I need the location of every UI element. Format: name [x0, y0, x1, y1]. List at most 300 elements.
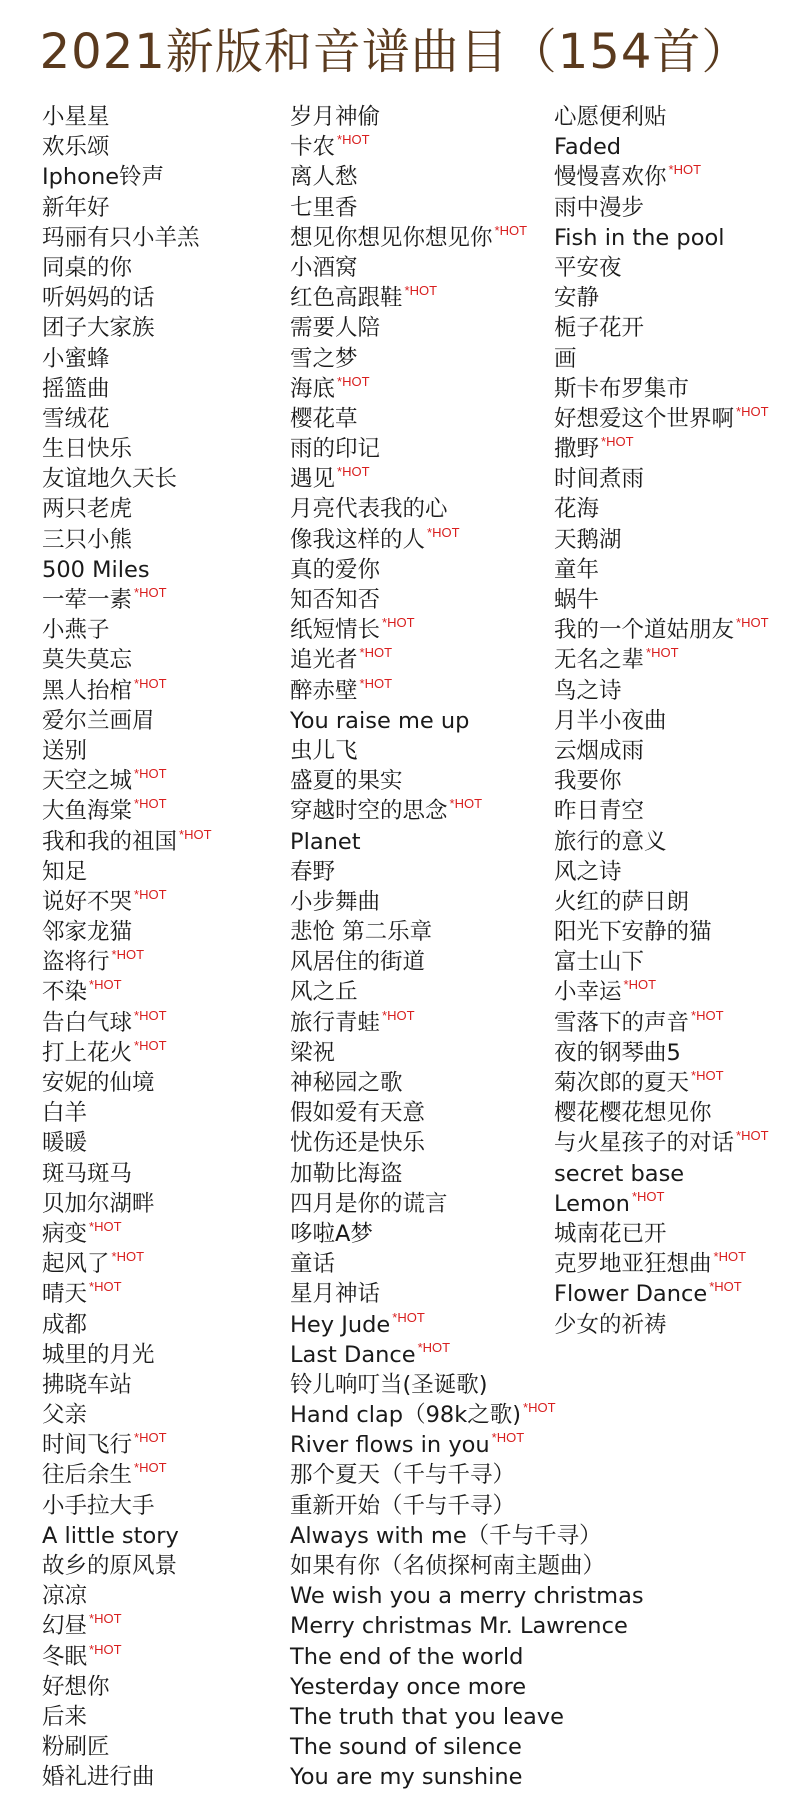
song-title: Hey Jude [290, 1311, 391, 1338]
hot-badge: *HOT [691, 1007, 724, 1023]
song-title: Last Dance [290, 1341, 416, 1368]
hot-badge: *HOT [382, 615, 415, 631]
song-title: 知足 [42, 858, 88, 885]
song-title: secret base [554, 1160, 685, 1187]
song-item [554, 676, 769, 706]
song-item [290, 1521, 644, 1551]
song-item [554, 132, 769, 162]
song-item [290, 1732, 644, 1762]
song-title: 四月是你的谎言 [290, 1190, 448, 1217]
song-title: 粉刷匠 [42, 1734, 110, 1761]
song-item [42, 1008, 212, 1038]
song-item [42, 615, 212, 645]
song-title: 城南花已开 [554, 1220, 667, 1247]
song-title: 说好不哭 [42, 888, 133, 915]
song-title: 卡农 [290, 134, 336, 161]
song-item [290, 1460, 644, 1490]
song-title: 真的爱你 [290, 556, 381, 583]
song-title: Planet [290, 828, 361, 855]
page-title: 2021新版和音谱曲目（154首） [39, 24, 751, 80]
song-title: 白羊 [42, 1100, 88, 1127]
song-title: 听妈妈的话 [42, 285, 155, 312]
song-title: 那个夏天（千与千寻） [290, 1462, 516, 1489]
song-item [42, 1159, 212, 1189]
song-item [554, 253, 769, 283]
song-item [42, 1098, 212, 1128]
song-item [42, 645, 212, 675]
song-title: 菊次郎的夏天 [554, 1070, 690, 1096]
song-title: 哆啦A梦 [290, 1220, 373, 1247]
song-item [42, 132, 212, 162]
song-item [42, 1249, 212, 1279]
song-item [554, 585, 769, 615]
song-title: 雪绒花 [42, 405, 110, 432]
song-title: 小酒窝 [290, 254, 358, 281]
hot-badge: *HOT [668, 162, 702, 178]
song-item [554, 887, 769, 917]
song-title: 好想爱这个世界啊 [554, 405, 735, 432]
song-item [554, 404, 769, 434]
song-title: 我的一个道姑朋友 [554, 617, 735, 644]
song-item [42, 1702, 212, 1732]
song-title: 离人愁 [290, 164, 358, 191]
song-title: 冬眠 [42, 1643, 88, 1670]
song-title: 岁月神偷 [290, 104, 381, 130]
song-title: Lemon [554, 1190, 630, 1217]
song-item [42, 1762, 212, 1792]
song-item [42, 494, 212, 524]
hot-badge: *HOT [523, 1400, 556, 1416]
song-title: 悲怆 第二乐章 [290, 919, 433, 946]
song-title: 铃儿响叮当(圣诞歌) [290, 1371, 488, 1398]
song-item [42, 1279, 212, 1309]
song-item [554, 796, 769, 826]
song-title: 与火星孩子的对话 [554, 1130, 735, 1157]
hot-badge: *HOT [134, 886, 167, 902]
song-title: 鸟之诗 [554, 677, 622, 704]
song-title: 拂晓车站 [42, 1371, 133, 1398]
song-title: 樱花草 [290, 405, 358, 432]
song-title: 婚礼进行曲 [42, 1764, 155, 1791]
song-title: 云烟成雨 [554, 737, 645, 764]
song-item [554, 283, 769, 313]
song-item [554, 1038, 769, 1068]
song-title: 两只老虎 [42, 496, 133, 523]
song-title: 春野 [290, 858, 336, 885]
song-title: 樱花樱花想见你 [554, 1100, 712, 1127]
song-title: 盛夏的果实 [290, 768, 403, 795]
hot-badge: *HOT [134, 585, 167, 600]
song-item [42, 766, 212, 796]
song-title: 摇篮曲 [42, 375, 110, 402]
hot-badge: *HOT [134, 1037, 167, 1053]
song-title: Merry christmas Mr. Lawrence [290, 1613, 628, 1640]
song-title: 慢慢喜欢你 [554, 164, 667, 191]
song-title: 我要你 [554, 768, 622, 795]
song-item [42, 827, 212, 857]
song-item [554, 947, 769, 977]
hot-badge: *HOT [691, 1068, 724, 1083]
song-title: 起风了 [42, 1251, 110, 1278]
song-title: 雪落下的声音 [554, 1009, 690, 1036]
song-title: 同桌的你 [42, 254, 133, 281]
song-title: 后来 [42, 1703, 88, 1730]
song-item [554, 1310, 769, 1340]
song-title: 三只小熊 [42, 526, 133, 553]
hot-badge: *HOT [111, 1249, 145, 1265]
song-item [554, 525, 769, 555]
hot-badge: *HOT [404, 283, 438, 299]
song-item [42, 796, 212, 826]
hot-badge: *HOT [713, 1249, 747, 1265]
song-title: 团子大家族 [42, 315, 155, 342]
song-title: We wish you a merry christmas [290, 1583, 644, 1610]
song-item [42, 676, 212, 706]
hot-badge: *HOT [417, 1339, 451, 1355]
hot-badge: *HOT [89, 1218, 122, 1234]
song-item [554, 766, 769, 796]
song-title: 往后余生 [42, 1462, 133, 1489]
song-title: 黑人抬棺 [42, 677, 133, 704]
song-title: 加勒比海盗 [290, 1160, 403, 1187]
song-item [42, 555, 212, 585]
song-title: 栀子花开 [554, 315, 645, 342]
song-title: 星月神话 [290, 1281, 381, 1308]
hot-badge: *HOT [392, 1309, 425, 1325]
song-item [42, 1038, 212, 1068]
song-item [290, 1762, 644, 1792]
song-title: 撒野 [554, 436, 600, 463]
song-title: 雨的印记 [290, 436, 381, 463]
hot-badge: *HOT [134, 1007, 167, 1023]
song-item [554, 1219, 769, 1249]
hot-badge: *HOT [134, 1430, 167, 1446]
hot-badge: *HOT [736, 403, 769, 419]
song-title: 神秘园之歌 [290, 1070, 403, 1096]
song-item [42, 1460, 212, 1490]
song-title: 病变 [42, 1220, 88, 1247]
song-title: 红色高跟鞋 [290, 285, 403, 312]
song-title: 幻昼 [42, 1613, 88, 1640]
hot-badge: *HOT [736, 1128, 769, 1144]
song-title: 小步舞曲 [290, 888, 381, 915]
song-title: 小燕子 [42, 617, 110, 644]
hot-badge: *HOT [736, 615, 769, 631]
song-title: 追光者 [290, 647, 358, 674]
hot-badge: *HOT [89, 1641, 122, 1657]
song-title: 无名之辈 [554, 647, 645, 674]
song-item [554, 555, 769, 585]
song-title: Iphone铃声 [42, 164, 165, 191]
song-title: 安静 [554, 285, 600, 312]
song-title: 一荤一素 [42, 587, 133, 613]
song-title: 富士山下 [554, 949, 645, 976]
song-item [42, 1611, 212, 1641]
song-item [554, 1249, 769, 1279]
song-title: 平安夜 [554, 254, 622, 281]
song-title: 忧伤还是快乐 [290, 1130, 426, 1157]
song-item [554, 1128, 769, 1158]
hot-badge: *HOT [623, 977, 657, 993]
song-title: 斑马斑马 [42, 1160, 133, 1187]
song-title: 时间飞行 [42, 1432, 133, 1459]
song-item [554, 615, 769, 645]
song-item [554, 193, 769, 223]
song-title: 穿越时空的思念 [290, 798, 448, 825]
hot-badge: *HOT [111, 947, 145, 963]
song-title: 新年好 [42, 194, 110, 221]
song-title: 风之诗 [554, 858, 622, 885]
song-title: 天鹅湖 [554, 526, 622, 553]
song-item [42, 977, 212, 1007]
song-title: 旅行青蛙 [290, 1009, 381, 1036]
song-title: 知否知否 [290, 587, 381, 613]
song-item [554, 494, 769, 524]
song-item [554, 1159, 769, 1189]
song-item [290, 1491, 644, 1521]
song-title: 告白气球 [42, 1009, 133, 1036]
song-title: 想见你想见你想见你 [290, 224, 493, 251]
song-item [554, 162, 769, 192]
song-title: Faded [554, 134, 622, 161]
hot-badge: *HOT [359, 645, 393, 661]
hot-badge: *HOT [631, 1188, 665, 1204]
song-title: 纸短情长 [290, 617, 381, 644]
hot-badge: *HOT [601, 434, 634, 450]
song-title: 500 Miles [42, 556, 150, 583]
song-item [42, 525, 212, 555]
song-item [42, 313, 212, 343]
song-item [290, 1400, 644, 1430]
song-title: 打上花火 [42, 1039, 133, 1066]
song-item [554, 434, 769, 464]
song-title: 我和我的祖国 [42, 828, 178, 855]
hot-badge: *HOT [134, 1460, 167, 1476]
song-item [42, 434, 212, 464]
song-title: 梁祝 [290, 1039, 336, 1066]
song-title: 友谊地久天长 [42, 466, 178, 493]
song-item [42, 102, 212, 132]
song-item [42, 706, 212, 736]
song-title: 虫儿飞 [290, 737, 358, 764]
song-title: 小手拉大手 [42, 1492, 155, 1519]
song-title: Hand clap（98k之歌) [290, 1402, 522, 1429]
song-title: You raise me up [290, 707, 470, 734]
song-title: 玛丽有只小羊羔 [42, 224, 200, 251]
hot-badge: *HOT [337, 132, 370, 148]
hot-badge: *HOT [494, 222, 528, 238]
song-title: 暖暖 [42, 1130, 88, 1157]
song-item [554, 344, 769, 374]
hot-badge: *HOT [709, 1279, 742, 1295]
song-item [290, 1672, 644, 1702]
hot-badge: *HOT [359, 675, 393, 691]
song-item [42, 464, 212, 494]
song-item [554, 1098, 769, 1128]
song-item [42, 1068, 212, 1098]
song-title: 盗将行 [42, 949, 110, 976]
song-item [42, 1310, 212, 1340]
song-item [290, 1340, 644, 1370]
hot-badge: *HOT [337, 464, 370, 480]
song-item [42, 1581, 212, 1611]
song-item [290, 1551, 644, 1581]
song-title: The truth that you leave [290, 1703, 564, 1730]
song-title: 贝加尔湖畔 [42, 1190, 155, 1217]
song-title: 昨日青空 [554, 798, 645, 825]
song-title: The sound of silence [290, 1734, 522, 1761]
song-title: 送别 [42, 737, 88, 764]
song-title: 天空之城 [42, 768, 133, 795]
song-item [42, 887, 212, 917]
song-title: 安妮的仙境 [42, 1070, 155, 1096]
song-item [554, 374, 769, 404]
song-title: 需要人陪 [290, 315, 381, 342]
song-item [42, 947, 212, 977]
song-title: 画 [554, 345, 577, 372]
song-item [42, 1128, 212, 1158]
song-title: 邻家龙猫 [42, 919, 133, 946]
song-title: 凉凉 [42, 1583, 88, 1610]
song-item [42, 585, 212, 615]
song-item [42, 917, 212, 947]
song-title: 小星星 [42, 104, 110, 130]
song-item [554, 1279, 769, 1309]
song-title: 晴天 [42, 1281, 88, 1308]
song-title: 风之丘 [290, 979, 358, 1006]
song-title: 时间煮雨 [554, 466, 645, 493]
song-item [42, 1491, 212, 1521]
song-title: Always with me（千与千寻） [290, 1522, 602, 1549]
song-title: 大鱼海棠 [42, 798, 133, 825]
song-title: Flower Dance [554, 1281, 708, 1308]
song-item [554, 102, 769, 132]
song-title: Fish in the pool [554, 224, 725, 251]
hot-badge: *HOT [427, 524, 460, 540]
song-title: 海底 [290, 375, 336, 402]
song-item [554, 827, 769, 857]
song-title: 月亮代表我的心 [290, 496, 448, 523]
song-title: 重新开始（千与千寻） [290, 1492, 516, 1519]
song-column-3 [554, 102, 769, 1340]
song-item [554, 857, 769, 887]
song-title: 莫失莫忘 [42, 647, 133, 674]
hot-badge: *HOT [89, 1611, 122, 1627]
song-item [554, 736, 769, 766]
song-title: A little story [42, 1522, 179, 1549]
song-title: 生日快乐 [42, 436, 133, 463]
song-item [42, 344, 212, 374]
song-item [42, 162, 212, 192]
song-item [42, 283, 212, 313]
song-item [290, 1702, 644, 1732]
song-item [42, 1521, 212, 1551]
song-item [554, 917, 769, 947]
song-title: River flows in you [290, 1432, 490, 1459]
hot-badge: *HOT [89, 977, 122, 993]
song-item [554, 1189, 769, 1219]
song-title: 少女的祈祷 [554, 1311, 667, 1338]
song-item [554, 977, 769, 1007]
song-title: 欢乐颂 [42, 134, 110, 161]
hot-badge: *HOT [134, 766, 167, 782]
song-title: 不染 [42, 979, 88, 1006]
song-title: 童年 [554, 556, 600, 583]
song-item [42, 1219, 212, 1249]
hot-badge: *HOT [179, 826, 212, 842]
song-item [42, 253, 212, 283]
song-title: 夜的钢琴曲5 [554, 1039, 681, 1066]
song-item [554, 464, 769, 494]
hot-badge: *HOT [491, 1430, 525, 1446]
song-title: 雪之梦 [290, 345, 358, 372]
song-title: 成都 [42, 1311, 88, 1338]
song-item [554, 1008, 769, 1038]
song-item [42, 857, 212, 887]
song-title: 遇见 [290, 466, 336, 493]
song-title: 如果有你（名侦探柯南主题曲） [290, 1553, 606, 1579]
hot-badge: *HOT [646, 645, 679, 661]
song-item [42, 736, 212, 766]
song-item [554, 223, 769, 253]
song-item [42, 374, 212, 404]
song-item [42, 223, 212, 253]
song-item [42, 1189, 212, 1219]
song-item [42, 1672, 212, 1702]
song-item [290, 1611, 644, 1641]
song-title: 七里香 [290, 194, 358, 221]
song-title: 旅行的意义 [554, 828, 667, 855]
song-title: You are my sunshine [290, 1764, 523, 1791]
hot-badge: *HOT [134, 796, 167, 812]
song-title: 小幸运 [554, 979, 622, 1006]
song-item [290, 1581, 644, 1611]
song-item [554, 706, 769, 736]
song-title: 心愿便利贴 [554, 104, 667, 130]
song-title: 雨中漫步 [554, 194, 645, 221]
song-title: 像我这样的人 [290, 526, 426, 553]
song-title: 斯卡布罗集市 [554, 375, 690, 402]
song-title: 城里的月光 [42, 1341, 155, 1368]
song-item [554, 1068, 769, 1098]
song-title: 童话 [290, 1251, 336, 1278]
song-item [42, 1551, 212, 1581]
song-title: 父亲 [42, 1402, 88, 1429]
song-title: 醉赤壁 [290, 677, 358, 704]
hot-badge: *HOT [134, 675, 167, 691]
song-title: Yesterday once more [290, 1673, 527, 1700]
song-item [42, 1400, 212, 1430]
song-title: 风居住的街道 [290, 949, 426, 976]
song-item [290, 1642, 644, 1672]
hot-badge: *HOT [337, 373, 370, 389]
song-title: The end of the world [290, 1643, 524, 1670]
song-item [42, 1430, 212, 1460]
song-title: 蜗牛 [554, 587, 600, 613]
song-title: 假如爱有天意 [290, 1100, 426, 1127]
song-item [42, 404, 212, 434]
song-title: 月半小夜曲 [554, 707, 667, 734]
song-title: 克罗地亚狂想曲 [554, 1251, 712, 1278]
hot-badge: *HOT [89, 1279, 122, 1295]
hot-badge: *HOT [382, 1007, 415, 1023]
song-item [290, 1370, 644, 1400]
song-item [42, 1642, 212, 1672]
song-item [42, 1732, 212, 1762]
song-item [42, 193, 212, 223]
song-title: 爱尔兰画眉 [42, 707, 155, 734]
hot-badge: *HOT [449, 796, 483, 812]
